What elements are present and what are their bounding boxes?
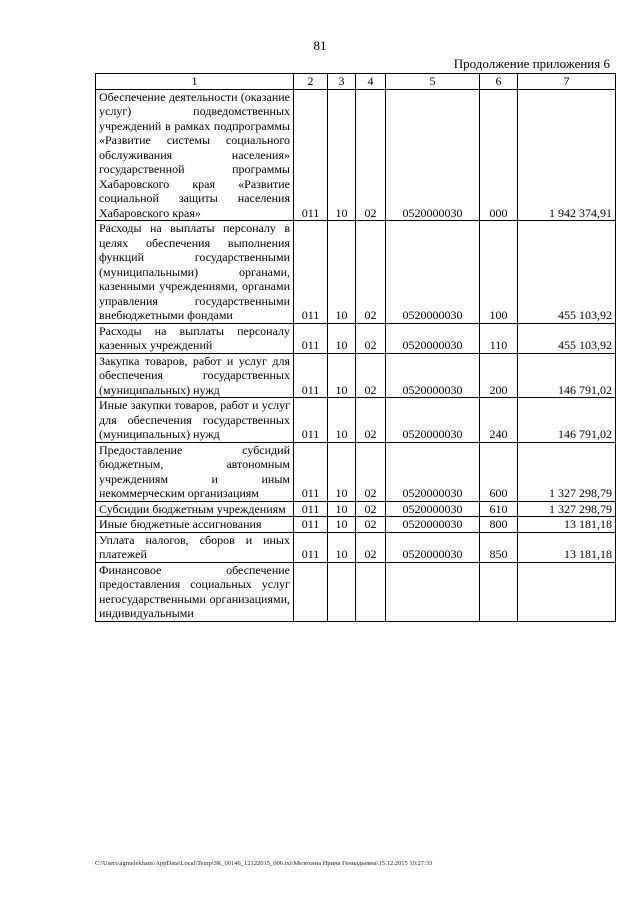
section-code: 10: [328, 517, 356, 533]
table-row: [96, 442, 616, 501]
ministry-code: [294, 562, 328, 621]
ministry-code: 011: [294, 89, 328, 221]
target-article-code: 0520000030: [386, 221, 480, 324]
row-name: Субсидии бюджетным учреждениям: [96, 501, 294, 517]
column-header: 4: [356, 74, 386, 90]
row-name: Предоставление субсидий бюджетным, автономным учреждениям и иным некоммерческим организациям: [96, 442, 294, 501]
section-code: 10: [328, 398, 356, 443]
section-code: 10: [328, 353, 356, 398]
subsection-code: 02: [356, 501, 386, 517]
expense-type-code: 200: [480, 353, 518, 398]
table-row: [96, 532, 616, 562]
ministry-code: 011: [294, 323, 328, 353]
ministry-code: 011: [294, 221, 328, 324]
subsection-code: 02: [356, 398, 386, 443]
column-header: 7: [518, 74, 616, 90]
file-path-footer: C:\Users\agmelekhans\AppData\Local\Temp\ЗК_00146_12122015_006.txt\Мелехина Ирина Геннадьевна\15.12.2015 10:27:33: [95, 860, 433, 867]
expense-type-code: 100: [480, 221, 518, 324]
row-name: Расходы на выплаты персоналу в целях обеспечения выполнения функций государственными (муниципальными) органами, казенными учреждениями, органами управления государственными внебюджетными фондами: [96, 221, 294, 324]
table-row: [96, 517, 616, 533]
row-name: Обеспечение деятельности (оказание услуг) подведомственных учреждений в рамках подпрограммы «Развитие системы социального обслуживания населения» государственной программы Хабаровского края «Развитие социальной защиты населения Хабаровского края»: [96, 89, 294, 221]
amount: 146 791,02: [518, 398, 616, 443]
column-header: 3: [328, 74, 356, 90]
subsection-code: 02: [356, 89, 386, 221]
amount: 1 327 298,79: [518, 501, 616, 517]
amount: 455 103,92: [518, 221, 616, 324]
table-row: [96, 398, 616, 443]
ministry-code: 011: [294, 532, 328, 562]
row-name: Закупка товаров, работ и услуг для обеспечения государственных (муниципальных) нужд: [96, 353, 294, 398]
expense-type-code: 240: [480, 398, 518, 443]
expense-type-code: 850: [480, 532, 518, 562]
section-code: 10: [328, 442, 356, 501]
expense-type-code: 000: [480, 89, 518, 221]
section-code: 10: [328, 323, 356, 353]
table-row: [96, 89, 616, 221]
target-article-code: 0520000030: [386, 323, 480, 353]
section-code: 10: [328, 532, 356, 562]
amount: 1 942 374,91: [518, 89, 616, 221]
column-header: 6: [480, 74, 518, 90]
table-row: [96, 323, 616, 353]
table-row: [96, 562, 616, 621]
target-article-code: 0520000030: [386, 89, 480, 221]
expense-type-code: 600: [480, 442, 518, 501]
amount: 1 327 298,79: [518, 442, 616, 501]
row-name: Иные закупки товаров, работ и услуг для обеспечения государственных (муниципальных) нужд: [96, 398, 294, 443]
budget-table: [95, 73, 616, 622]
target-article-code: 0520000030: [386, 442, 480, 501]
row-name: Иные бюджетные ассигнования: [96, 517, 294, 533]
subsection-code: [356, 562, 386, 621]
column-header: 1: [96, 74, 294, 90]
target-article-code: 0520000030: [386, 353, 480, 398]
row-name: Уплата налогов, сборов и иных платежей: [96, 532, 294, 562]
table-row: [96, 221, 616, 324]
amount: 146 791,02: [518, 353, 616, 398]
amount: 13 181,18: [518, 517, 616, 533]
expense-type-code: 110: [480, 323, 518, 353]
column-header: 5: [386, 74, 480, 90]
row-name: Расходы на выплаты персоналу казенных учреждений: [96, 323, 294, 353]
amount: [518, 562, 616, 621]
ministry-code: 011: [294, 353, 328, 398]
subsection-code: 02: [356, 323, 386, 353]
column-number-row: [96, 74, 616, 90]
subsection-code: 02: [356, 517, 386, 533]
amount: 455 103,92: [518, 323, 616, 353]
section-code: 10: [328, 501, 356, 517]
section-code: 10: [328, 221, 356, 324]
target-article-code: [386, 562, 480, 621]
table-row: [96, 353, 616, 398]
ministry-code: 011: [294, 442, 328, 501]
table-row: [96, 501, 616, 517]
page-number: 81: [313, 38, 327, 53]
ministry-code: 011: [294, 517, 328, 533]
expense-type-code: 610: [480, 501, 518, 517]
subsection-code: 02: [356, 353, 386, 398]
appendix-continuation-label: Продолжение приложения 6: [453, 56, 610, 71]
expense-type-code: [480, 562, 518, 621]
target-article-code: 0520000030: [386, 532, 480, 562]
subsection-code: 02: [356, 532, 386, 562]
target-article-code: 0520000030: [386, 517, 480, 533]
subsection-code: 02: [356, 221, 386, 324]
amount: 13 181,18: [518, 532, 616, 562]
ministry-code: 011: [294, 398, 328, 443]
row-name: Финансовое обеспечение предоставления социальных услуг негосударственными организациями, индивидуальными: [96, 562, 294, 621]
section-code: [328, 562, 356, 621]
ministry-code: 011: [294, 501, 328, 517]
column-header: 2: [294, 74, 328, 90]
subsection-code: 02: [356, 442, 386, 501]
expense-type-code: 800: [480, 517, 518, 533]
target-article-code: 0520000030: [386, 398, 480, 443]
section-code: 10: [328, 89, 356, 221]
target-article-code: 0520000030: [386, 501, 480, 517]
